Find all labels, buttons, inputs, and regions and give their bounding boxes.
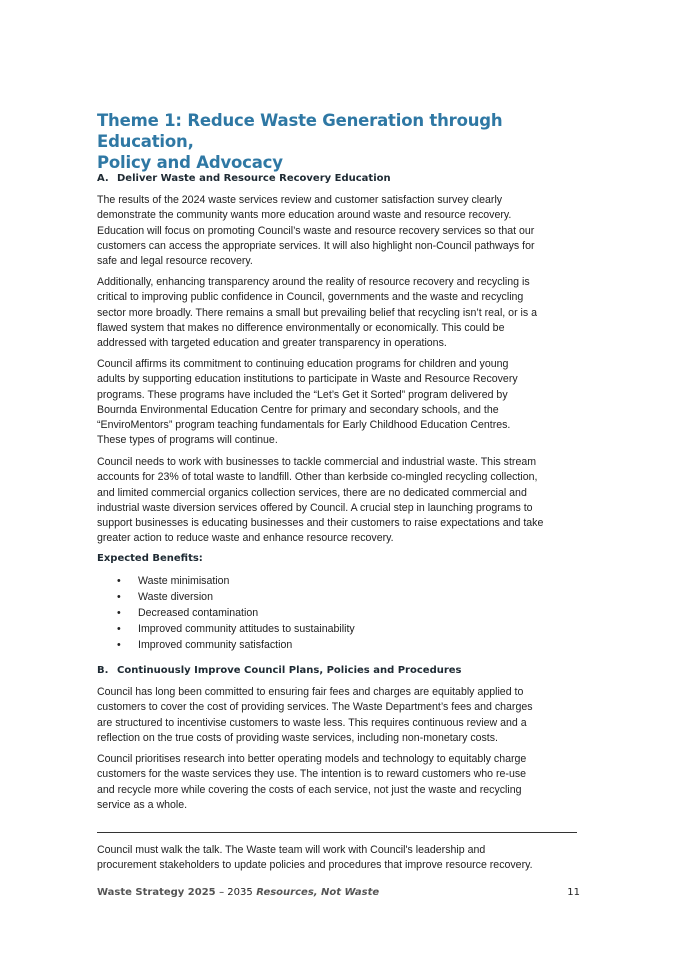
- bullet-icon: •: [117, 607, 121, 619]
- footer-doc-name: Waste Strategy 2025: [97, 887, 216, 898]
- list-item: [117, 573, 355, 589]
- section-b-paragraph-1: [97, 685, 587, 746]
- text-line: Education will focus on promoting Council’s waste and resource recovery services so that our: [97, 224, 535, 237]
- footer-year-range: – 2035: [219, 887, 253, 898]
- section-b-paragraph-3: [97, 843, 587, 874]
- text-line: Additionally, enhancing transparency around the reality of resource recovery and recycling is: [97, 276, 530, 288]
- theme-title-line-2: Policy and Advocacy: [97, 153, 283, 172]
- theme-title: [97, 110, 597, 173]
- bullet-icon: •: [117, 639, 121, 651]
- text-line: safe and legal resource recovery.: [97, 255, 253, 268]
- footer-tagline: Resources, Not Waste: [256, 887, 380, 898]
- expected-benefits-title: Expected Benefits:: [97, 553, 203, 564]
- section-a-paragraph-3: [97, 357, 587, 449]
- text-line: Bournda Environmental Education Centre for primary and secondary schools, and the: [97, 403, 499, 416]
- text-line: greater action to reduce waste and enhance resource recovery.: [97, 532, 394, 545]
- text-line: Council needs to work with businesses to tackle commercial and industrial waste. This stream: [97, 456, 537, 468]
- section-a-paragraph-2: [97, 275, 587, 351]
- section-a-paragraph-1: [97, 193, 587, 269]
- text-line: and recycle more while covering the costs of each service, not just the waste and recycling: [97, 783, 522, 796]
- page-number: 11: [567, 887, 580, 898]
- list-item: [117, 605, 355, 621]
- text-line: procurement stakeholders to update policies and procedures that improve resource recovery.: [97, 859, 533, 872]
- text-line: support businesses is educating businesses and their customers to raise expectations and take: [97, 517, 544, 530]
- text-line: The results of the 2024 waste services review and customer satisfaction survey clearly: [97, 194, 503, 206]
- text-line: service as a whole.: [97, 798, 188, 811]
- text-line: customers to cover the cost of providing services. The Waste Department’s fees and charges: [97, 701, 533, 714]
- text-line: customers can access the appropriate services. It will also highlight non-Council pathways for: [97, 239, 535, 252]
- list-item: [117, 637, 355, 653]
- text-line: are structured to incentivise customers to waste less. This requires continuous review and a: [97, 716, 527, 729]
- theme-title-line-1: Theme 1: Reduce Waste Generation through Education,: [97, 111, 503, 151]
- bullet-icon: •: [117, 591, 121, 603]
- text-line: accounts for 23% of total waste to landfill. Other than kerbside co-mingled recycling collection,: [97, 471, 538, 484]
- bullet-icon: •: [117, 575, 121, 587]
- text-line: “EnviroMentors” program teaching fundamentals for Early Childhood Education Centres.: [97, 419, 511, 432]
- text-line: Council affirms its commitment to continuing education programs for children and young: [97, 358, 509, 370]
- text-line: critical to improving public confidence in Council, governments and the waste and recycling: [97, 291, 524, 304]
- list-item: [117, 589, 355, 605]
- section-a-letter: A.: [97, 173, 109, 184]
- benefits-list: [117, 573, 355, 653]
- benefit-text: Waste diversion: [138, 591, 213, 603]
- benefit-text: Waste minimisation: [138, 575, 230, 587]
- text-line: programs. These programs have included the “Let’s Get it Sorted” program delivered by: [97, 388, 508, 401]
- text-line: Council has long been committed to ensuring fair fees and charges are equitably applied to: [97, 686, 524, 698]
- benefit-text: Decreased contamination: [138, 607, 259, 619]
- bullet-icon: •: [117, 623, 121, 635]
- section-b-heading-text: Continuously Improve Council Plans, Policies and Procedures: [117, 665, 462, 676]
- section-b-letter: B.: [97, 665, 109, 676]
- text-line: demonstrate the community wants more education around waste and resource recovery.: [97, 209, 512, 222]
- text-line: industrial waste diversion services offered by Council. A crucial step in launching programs to: [97, 501, 533, 514]
- page-footer: [97, 887, 580, 898]
- benefit-text: Improved community attitudes to sustainability: [138, 623, 355, 635]
- text-line: customers for the waste services they use. The intention is to reward customers who re-use: [97, 768, 527, 781]
- section-b-paragraph-2: [97, 752, 587, 813]
- section-a-heading: [97, 173, 391, 184]
- text-line: Council must walk the talk. The Waste team will work with Council's leadership and: [97, 844, 486, 856]
- text-line: flawed system that makes no difference environmentally or economically. This could be: [97, 321, 505, 334]
- section-b-heading: [97, 665, 462, 676]
- list-item: [117, 621, 355, 637]
- text-line: addressed with targeted education and greater transparency in operations.: [97, 337, 447, 350]
- text-line: Council prioritises research into better operating models and technology to equitably charge: [97, 753, 527, 765]
- text-line: and limited commercial organics collection services, there are no dedicated commercial and: [97, 486, 527, 499]
- section-a-paragraph-4: [97, 455, 587, 547]
- section-a-heading-text: Deliver Waste and Resource Recovery Education: [117, 173, 391, 184]
- text-line: sector more broadly. There remains a small but prevailing belief that recycling isn’t real, or is a: [97, 306, 538, 319]
- text-line: adults by supporting education institutions to participate in Waste and Resource Recovery: [97, 373, 518, 386]
- benefit-text: Improved community satisfaction: [138, 639, 293, 651]
- text-line: These types of programs will continue.: [97, 434, 278, 447]
- text-line: reflection on the true costs of providing waste services, including non-monetary costs.: [97, 731, 498, 744]
- horizontal-divider: [97, 832, 577, 833]
